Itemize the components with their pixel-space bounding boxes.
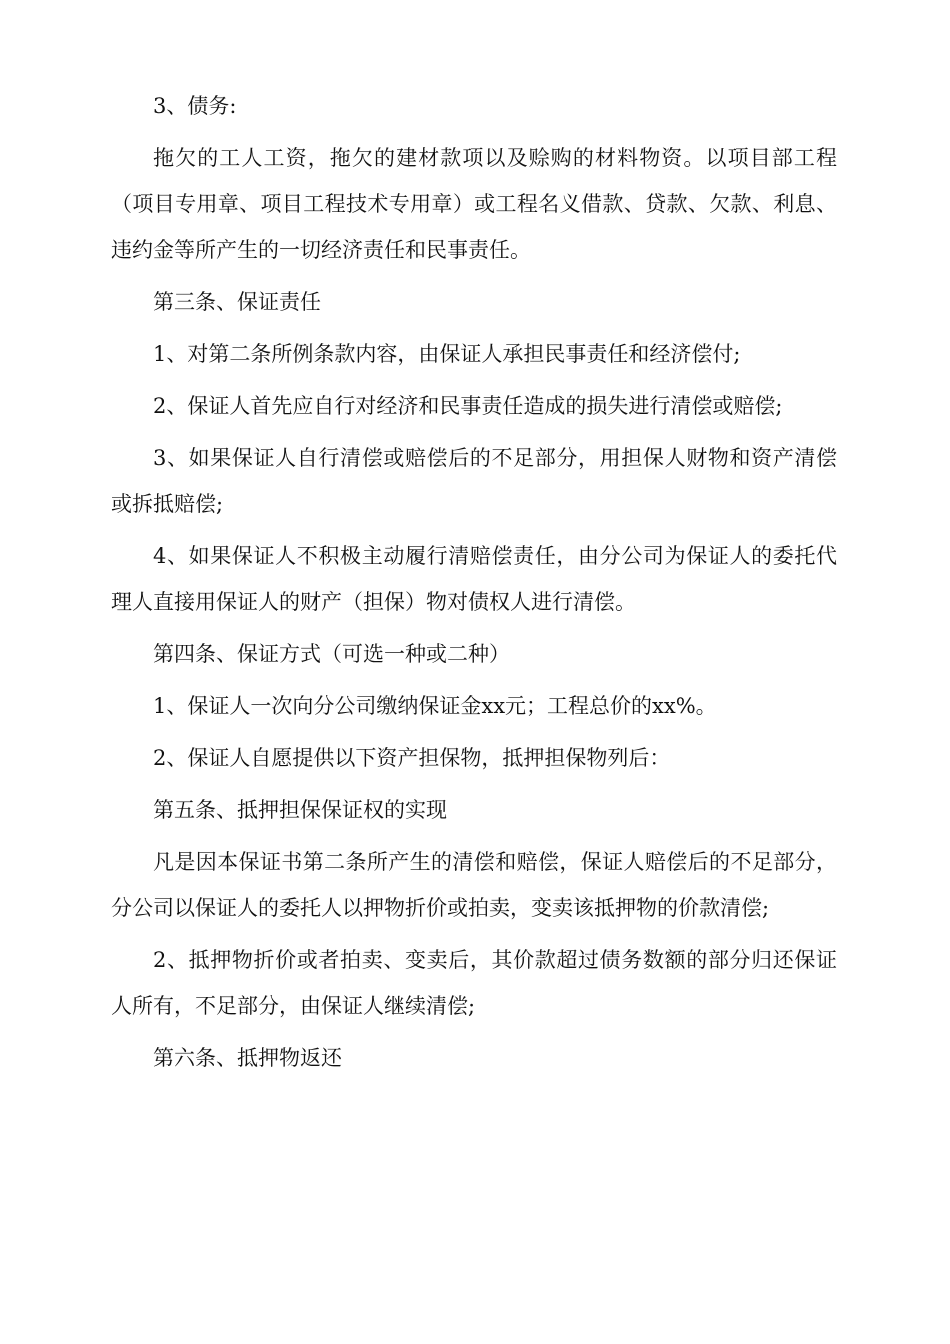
section-heading-article-3: 第三条、保证责任 <box>153 290 321 314</box>
paragraph-article-3-item-1: 1、对第二条所例条款内容，由保证人承担民事责任和经济偿付; <box>153 342 741 366</box>
section-heading-article-6: 第六条、抵押物返还 <box>153 1046 342 1070</box>
paragraph-debt-heading: 3、债务: <box>153 94 237 118</box>
paragraph-article-3-item-3: 3、如果保证人自行清偿或赔偿后的不足部分，用担保人财物和资产清偿或拆抵赔偿; <box>111 446 837 516</box>
paragraph-debt-details: 拖欠的工人工资，拖欠的建材款项以及赊购的材料物资。以项目部工程（项目专用章、项目工程技术专用章）或工程名义借款、贷款、欠款、利息、违约金等所产生的一切经济责任和民事责任。 <box>111 146 837 262</box>
paragraph-article-4-item-1: 1、保证人一次向分公司缴纳保证金xx元；工程总价的xx%。 <box>153 694 717 718</box>
paragraph-article-4-item-2: 2、保证人自愿提供以下资产担保物，抵押担保物列后： <box>153 746 671 770</box>
paragraph-article-5-item-1: 凡是因本保证书第二条所产生的清偿和赔偿，保证人赔偿后的不足部分，分公司以保证人的委托人以押物折价或拍卖，变卖该抵押物的价款清偿; <box>111 850 837 920</box>
document-body <box>111 83 837 1087</box>
section-heading-article-5: 第五条、抵押担保保证权的实现 <box>153 798 447 822</box>
paragraph-article-3-item-2: 2、保证人首先应自行对经济和民事责任造成的损失进行清偿或赔偿; <box>153 394 783 418</box>
paragraph-article-3-item-4: 4、如果保证人不积极主动履行清赔偿责任，由分公司为保证人的委托代理人直接用保证人的财产（担保）物对债权人进行清偿。 <box>111 544 837 614</box>
paragraph-article-5-item-2: 2、抵押物折价或者拍卖、变卖后，其价款超过债务数额的部分归还保证人所有，不足部分，由保证人继续清偿; <box>111 948 837 1018</box>
section-heading-article-4: 第四条、保证方式（可选一种或二种） <box>153 642 510 666</box>
